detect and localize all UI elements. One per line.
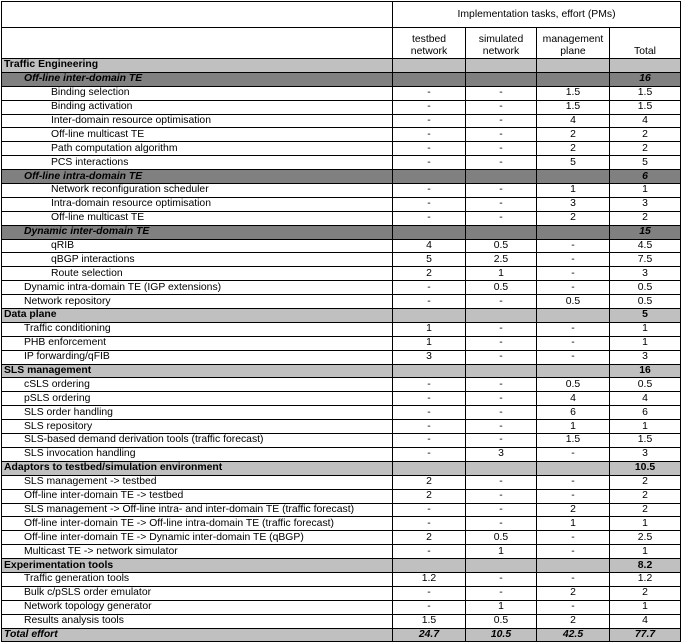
subsection-header-row: [2, 225, 681, 239]
section-label: Data plane: [2, 309, 393, 323]
empty-cell: [393, 59, 466, 73]
testbed-value: -: [393, 586, 466, 600]
empty-cell: [466, 225, 537, 239]
header-blank: [2, 2, 393, 28]
empty-cell: [466, 364, 537, 378]
col-header-testbed: testbed network: [393, 28, 466, 59]
task-label: SLS order handling: [2, 406, 393, 420]
simulated-value: -: [466, 142, 537, 156]
task-label: Off-line multicast TE: [2, 211, 393, 225]
simulated-value: 3: [466, 447, 537, 461]
total-value: 1: [610, 517, 681, 531]
simulated-value: 0.5: [466, 239, 537, 253]
total-value: 3: [610, 447, 681, 461]
testbed-value: 5: [393, 253, 466, 267]
subsection-header-row: [2, 72, 681, 86]
testbed-value: -: [393, 545, 466, 559]
testbed-value: -: [393, 378, 466, 392]
simulated-value: -: [466, 295, 537, 309]
subsection-total: 15: [610, 225, 681, 239]
table-row: [2, 406, 681, 420]
testbed-value: -: [393, 142, 466, 156]
testbed-value: -: [393, 128, 466, 142]
table-row: [2, 503, 681, 517]
table-row: [2, 420, 681, 434]
empty-cell: [393, 170, 466, 184]
simulated-value: -: [466, 184, 537, 198]
subsection-label: Off-line intra-domain TE: [2, 170, 393, 184]
section-header-row: [2, 559, 681, 573]
simulated-value: -: [466, 517, 537, 531]
table-row: [2, 295, 681, 309]
empty-cell: [537, 225, 610, 239]
testbed-value: 2: [393, 475, 466, 489]
management-value: 1: [537, 420, 610, 434]
testbed-value: -: [393, 600, 466, 614]
task-label: PCS interactions: [2, 156, 393, 170]
total-value: 0.5: [610, 378, 681, 392]
section-header-row: [2, 461, 681, 475]
simulated-value: -: [466, 197, 537, 211]
testbed-value: -: [393, 295, 466, 309]
total-value: 1.5: [610, 434, 681, 448]
total-value: 1.5: [610, 100, 681, 114]
empty-cell: [537, 309, 610, 323]
task-label: SLS repository: [2, 420, 393, 434]
effort-table: [1, 1, 681, 642]
table-row: [2, 614, 681, 628]
task-label: Results analysis tools: [2, 614, 393, 628]
testbed-value: -: [393, 434, 466, 448]
total-value: 3: [610, 197, 681, 211]
management-value: 2: [537, 211, 610, 225]
empty-cell: [393, 364, 466, 378]
management-value: 0.5: [537, 295, 610, 309]
simulated-value: -: [466, 489, 537, 503]
table-row: [2, 392, 681, 406]
management-value: 6: [537, 406, 610, 420]
subsection-label: Off-line inter-domain TE: [2, 72, 393, 86]
empty-cell: [466, 461, 537, 475]
empty-cell: [466, 59, 537, 73]
table-row: [2, 184, 681, 198]
total-simulated: 10.5: [466, 628, 537, 642]
simulated-value: -: [466, 406, 537, 420]
simulated-value: -: [466, 350, 537, 364]
simulated-value: -: [466, 420, 537, 434]
total-value: 1: [610, 336, 681, 350]
management-value: -: [537, 239, 610, 253]
total-value: 1: [610, 600, 681, 614]
simulated-value: -: [466, 336, 537, 350]
simulated-value: 1: [466, 600, 537, 614]
total-value: 0.5: [610, 281, 681, 295]
col-header-total: Total: [610, 28, 681, 59]
total-value: 1: [610, 322, 681, 336]
empty-cell: [393, 72, 466, 86]
management-value: 1: [537, 517, 610, 531]
management-value: -: [537, 447, 610, 461]
management-value: -: [537, 322, 610, 336]
empty-cell: [393, 309, 466, 323]
testbed-value: -: [393, 100, 466, 114]
task-label: Off-line multicast TE: [2, 128, 393, 142]
subheader-row: [2, 28, 681, 59]
management-value: -: [537, 336, 610, 350]
table-row: [2, 336, 681, 350]
testbed-value: -: [393, 114, 466, 128]
task-label: Intra-domain resource optimisation: [2, 197, 393, 211]
management-value: 1.5: [537, 86, 610, 100]
testbed-value: -: [393, 86, 466, 100]
total-testbed: 24.7: [393, 628, 466, 642]
table-row: [2, 586, 681, 600]
testbed-value: 2: [393, 531, 466, 545]
section-header-row: [2, 59, 681, 73]
section-total: 5: [610, 309, 681, 323]
empty-cell: [466, 72, 537, 86]
simulated-value: -: [466, 211, 537, 225]
management-value: 2: [537, 614, 610, 628]
testbed-value: -: [393, 184, 466, 198]
total-value: 2: [610, 142, 681, 156]
table-row: [2, 211, 681, 225]
testbed-value: -: [393, 406, 466, 420]
total-value: 0.5: [610, 295, 681, 309]
table-row: [2, 114, 681, 128]
task-label: PHB enforcement: [2, 336, 393, 350]
header-main: Implementation tasks, effort (PMs): [393, 2, 681, 28]
management-value: -: [537, 531, 610, 545]
total-value: 2: [610, 586, 681, 600]
task-label: IP forwarding/qFIB: [2, 350, 393, 364]
management-value: -: [537, 350, 610, 364]
table-row: [2, 267, 681, 281]
management-value: 1.5: [537, 434, 610, 448]
table-row: [2, 253, 681, 267]
task-label: SLS management -> testbed: [2, 475, 393, 489]
management-value: 5: [537, 156, 610, 170]
simulated-value: -: [466, 156, 537, 170]
task-label: Path computation algorithm: [2, 142, 393, 156]
management-value: 2: [537, 142, 610, 156]
table-row: [2, 197, 681, 211]
testbed-value: 4: [393, 239, 466, 253]
management-value: 3: [537, 197, 610, 211]
task-label: Multicast TE -> network simulator: [2, 545, 393, 559]
task-label: Off-line inter-domain TE -> Dynamic inter-domain TE (qBGP): [2, 531, 393, 545]
testbed-value: -: [393, 447, 466, 461]
total-value: 4.5: [610, 239, 681, 253]
total-value: 2: [610, 489, 681, 503]
section-label: Experimentation tools: [2, 559, 393, 573]
management-value: -: [537, 281, 610, 295]
testbed-value: -: [393, 392, 466, 406]
section-total: [610, 59, 681, 73]
simulated-value: 0.5: [466, 531, 537, 545]
simulated-value: -: [466, 392, 537, 406]
simulated-value: -: [466, 114, 537, 128]
management-value: -: [537, 475, 610, 489]
total-value: 2: [610, 128, 681, 142]
total-value: 5: [610, 156, 681, 170]
table-row: [2, 475, 681, 489]
simulated-value: -: [466, 128, 537, 142]
task-label: Dynamic intra-domain TE (IGP extensions): [2, 281, 393, 295]
simulated-value: -: [466, 572, 537, 586]
table-row: [2, 322, 681, 336]
total-value: 2: [610, 503, 681, 517]
simulated-value: -: [466, 100, 537, 114]
testbed-value: 3: [393, 350, 466, 364]
simulated-value: 1: [466, 545, 537, 559]
total-value: 1: [610, 420, 681, 434]
subheader-blank: [2, 28, 393, 59]
empty-cell: [537, 559, 610, 573]
testbed-value: 1.5: [393, 614, 466, 628]
table-row: [2, 156, 681, 170]
table-row: [2, 281, 681, 295]
section-total: 8.2: [610, 559, 681, 573]
simulated-value: -: [466, 378, 537, 392]
task-label: Binding selection: [2, 86, 393, 100]
empty-cell: [393, 461, 466, 475]
total-overall: 77.7: [610, 628, 681, 642]
empty-cell: [537, 364, 610, 378]
total-value: 3: [610, 350, 681, 364]
simulated-value: 0.5: [466, 614, 537, 628]
management-value: 0.5: [537, 378, 610, 392]
task-label: pSLS ordering: [2, 392, 393, 406]
total-value: 2: [610, 475, 681, 489]
testbed-value: 1.2: [393, 572, 466, 586]
task-label: Bulk c/pSLS order emulator: [2, 586, 393, 600]
task-label: qRIB: [2, 239, 393, 253]
table-row: [2, 489, 681, 503]
table-row: [2, 128, 681, 142]
task-label: Binding activation: [2, 100, 393, 114]
total-value: 1: [610, 184, 681, 198]
testbed-value: 2: [393, 267, 466, 281]
task-label: Network repository: [2, 295, 393, 309]
management-value: -: [537, 267, 610, 281]
section-label: SLS management: [2, 364, 393, 378]
subsection-label: Dynamic inter-domain TE: [2, 225, 393, 239]
empty-cell: [466, 559, 537, 573]
simulated-value: -: [466, 586, 537, 600]
testbed-value: 1: [393, 322, 466, 336]
empty-cell: [537, 170, 610, 184]
table-row: [2, 350, 681, 364]
table-row: [2, 86, 681, 100]
management-value: 1: [537, 184, 610, 198]
simulated-value: -: [466, 86, 537, 100]
simulated-value: -: [466, 434, 537, 448]
total-value: 4: [610, 392, 681, 406]
management-value: -: [537, 253, 610, 267]
management-value: -: [537, 545, 610, 559]
total-effort-label: Total effort: [2, 628, 393, 642]
total-value: 4: [610, 114, 681, 128]
management-value: -: [537, 489, 610, 503]
task-label: SLS invocation handling: [2, 447, 393, 461]
table-row: [2, 378, 681, 392]
empty-cell: [537, 72, 610, 86]
table-row: [2, 434, 681, 448]
simulated-value: 1: [466, 267, 537, 281]
table-row: [2, 545, 681, 559]
simulated-value: -: [466, 322, 537, 336]
management-value: 2: [537, 503, 610, 517]
testbed-value: -: [393, 281, 466, 295]
table-row: [2, 142, 681, 156]
task-label: SLS-based demand derivation tools (traffic forecast): [2, 434, 393, 448]
empty-cell: [537, 59, 610, 73]
testbed-value: 1: [393, 336, 466, 350]
empty-cell: [466, 309, 537, 323]
subsection-total: 6: [610, 170, 681, 184]
section-label: Traffic Engineering: [2, 59, 393, 73]
task-label: Traffic conditioning: [2, 322, 393, 336]
total-effort-row: [2, 628, 681, 642]
total-value: 1.5: [610, 86, 681, 100]
task-label: Route selection: [2, 267, 393, 281]
total-value: 4: [610, 614, 681, 628]
empty-cell: [466, 170, 537, 184]
simulated-value: 2.5: [466, 253, 537, 267]
total-value: 3: [610, 267, 681, 281]
total-management: 42.5: [537, 628, 610, 642]
empty-cell: [537, 461, 610, 475]
testbed-value: -: [393, 503, 466, 517]
section-label: Adaptors to testbed/simulation environment: [2, 461, 393, 475]
total-value: 7.5: [610, 253, 681, 267]
management-value: 4: [537, 392, 610, 406]
col-header-simulated: simulated network: [466, 28, 537, 59]
table-row: [2, 572, 681, 586]
management-value: -: [537, 572, 610, 586]
task-label: Off-line inter-domain TE -> testbed: [2, 489, 393, 503]
empty-cell: [393, 225, 466, 239]
total-value: 2: [610, 211, 681, 225]
management-value: 2: [537, 128, 610, 142]
subsection-header-row: [2, 170, 681, 184]
task-label: cSLS ordering: [2, 378, 393, 392]
task-label: Network reconfiguration scheduler: [2, 184, 393, 198]
testbed-value: 2: [393, 489, 466, 503]
testbed-value: -: [393, 211, 466, 225]
management-value: -: [537, 600, 610, 614]
task-label: qBGP interactions: [2, 253, 393, 267]
section-header-row: [2, 364, 681, 378]
management-value: 2: [537, 586, 610, 600]
simulated-value: -: [466, 475, 537, 489]
management-value: 1.5: [537, 100, 610, 114]
total-value: 1: [610, 545, 681, 559]
testbed-value: -: [393, 197, 466, 211]
table-row: [2, 531, 681, 545]
task-label: SLS management -> Off-line intra- and inter-domain TE (traffic forecast): [2, 503, 393, 517]
table-row: [2, 600, 681, 614]
section-header-row: [2, 309, 681, 323]
table-row: [2, 517, 681, 531]
empty-cell: [393, 559, 466, 573]
total-value: 6: [610, 406, 681, 420]
section-total: 16: [610, 364, 681, 378]
task-label: Off-line inter-domain TE -> Off-line intra-domain TE (traffic forecast): [2, 517, 393, 531]
simulated-value: -: [466, 503, 537, 517]
col-header-management: management plane: [537, 28, 610, 59]
management-value: 4: [537, 114, 610, 128]
testbed-value: -: [393, 420, 466, 434]
subsection-total: 16: [610, 72, 681, 86]
table-row: [2, 447, 681, 461]
task-label: Traffic generation tools: [2, 572, 393, 586]
task-label: Inter-domain resource optimisation: [2, 114, 393, 128]
table-row: [2, 100, 681, 114]
simulated-value: 0.5: [466, 281, 537, 295]
section-total: 10.5: [610, 461, 681, 475]
testbed-value: -: [393, 517, 466, 531]
table-row: [2, 239, 681, 253]
total-value: 2.5: [610, 531, 681, 545]
header-row: [2, 2, 681, 28]
testbed-value: -: [393, 156, 466, 170]
task-label: Network topology generator: [2, 600, 393, 614]
total-value: 1.2: [610, 572, 681, 586]
